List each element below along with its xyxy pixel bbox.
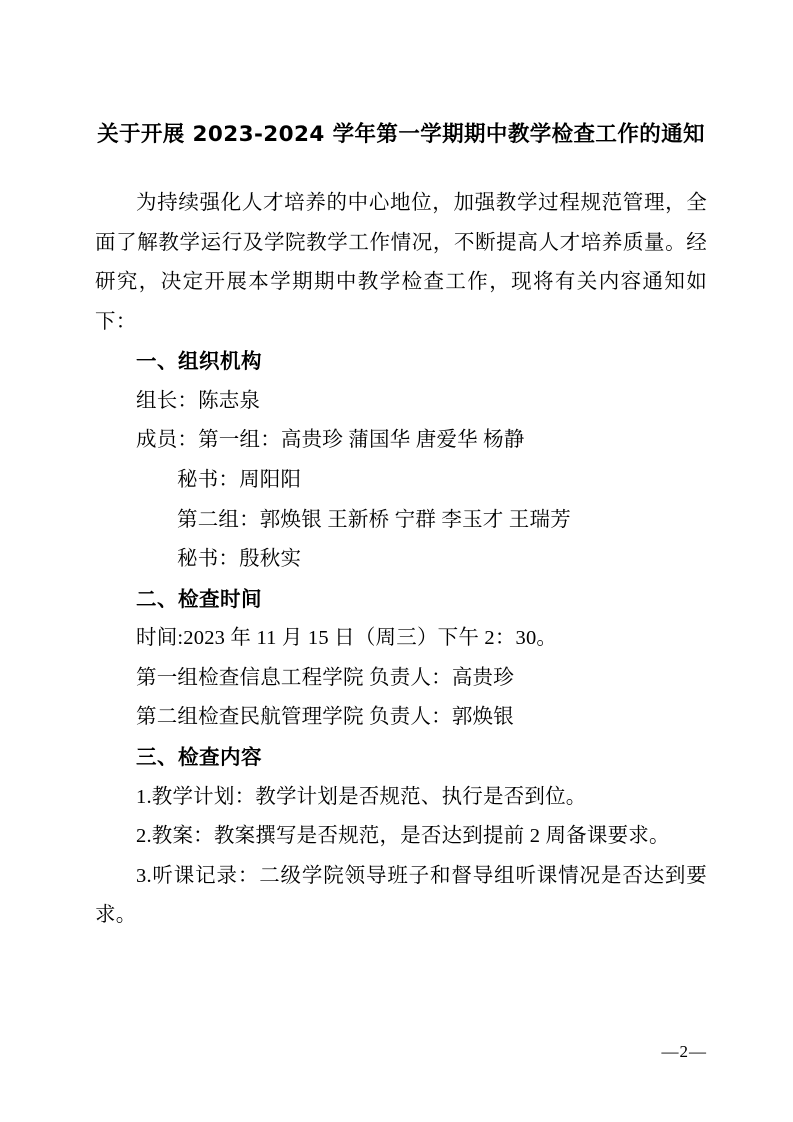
section-line-leader: 组长：陈志泉 <box>136 389 261 412</box>
section-heading-time: 二、检查时间 <box>136 586 262 611</box>
section-line-item-1: 1.教学计划：教学计划是否规范、执行是否到位。 <box>136 785 587 808</box>
intro-paragraph: 为持续强化人才培养的中心地位，加强教学过程规范管理，全面了解教学运行及学院教学工作情况，不断提高人才培养质量。经研究，决定开展本学期期中教学检查工作，现将有关内容通知如下： <box>95 192 707 333</box>
page-number: —2— <box>661 1042 707 1061</box>
section-heading-organization: 一、组织机构 <box>136 349 262 374</box>
section-line-group-one-target: 第一组检查信息工程学院 负责人：高贵珍 <box>136 666 514 689</box>
section-line-group-two-target: 第二组检查民航管理学院 负责人：郭焕银 <box>136 706 514 729</box>
section-line-group-two: 第二组：郭焕银 王新桥 宁群 李玉才 王瑞芳 <box>177 508 571 531</box>
page-title: 关于开展 2023-2024 学年第一学期期中教学检查工作的通知 <box>97 122 705 147</box>
section-heading-content: 三、检查内容 <box>136 744 262 769</box>
section-line-secretary-one: 秘书：周阳阳 <box>177 469 302 492</box>
section-line-item-2: 2.教案：教案撰写是否规范，是否达到提前 2 周备课要求。 <box>136 825 670 848</box>
section-line-time: 时间:2023 年 11 月 15 日（周三）下午 2：30。 <box>136 627 558 650</box>
section-line-group-one: 成员：第一组：高贵珍 蒲国华 唐爱华 杨静 <box>136 429 525 452</box>
section-line-item-3: 3.听课记录：二级学院领导班子和督导组听课情况是否达到要求。 <box>95 864 707 927</box>
section-line-secretary-two: 秘书：殷秋实 <box>177 548 302 571</box>
